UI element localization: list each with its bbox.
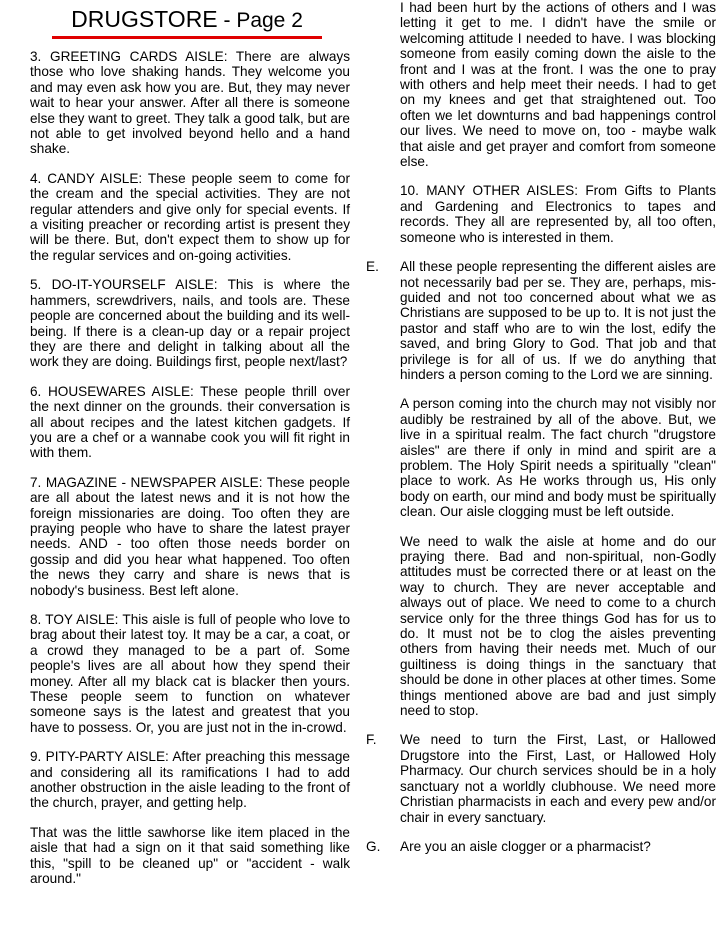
paragraph-hurt: I had been hurt by the actions of others and I was letting it get to me. I didn't have the smile or welcoming attitude I needed to have. I was blocking someone from easily coming down the aisle to the front and I was at the front. I was the one to pray with others and help meet their needs. I had to get on my knees and get that straightened out. Too often we let downturns and bad happenings control our lives. We need to move on, too - maybe walk that aisle and get prayer and comfort from someone else. [400, 0, 716, 170]
section-paragraph: A person coming into the church may not visibly nor audibly be restrained by all of the above. But, we live in a spiritual realm. The fact church "drugstore aisles" are there if only in mind and spirit are a problem. The Holy Spirit needs a spiritually "clean" place to work. As He works through us, His only body on earth, our mind and body must be spiritually clean. Our aisle clogging must be left outside. [400, 396, 716, 520]
section-e [366, 259, 716, 718]
paragraph-magazine-newspaper: 7. MAGAZINE - NEWSPAPER AISLE: These people are all about the latest news and it is not how the foreign missionaries are doing. Too often they are praying people who have to share the latest prayer needs. AND - too often those needs border on gossip and did you hear what happened. Too often the news they carry and share is news that is nobody's business. Best left alone. [30, 474, 350, 598]
page-title [52, 6, 322, 39]
section-paragraph: All these people representing the different aisles are not necessarily bad per se. They are, perhaps, mis-guided and not too concerned about what we as Christians are supposed to be up to. It is not just the pastor and staff who are to win the lost, edify the saved, and bring Glory to God. That job and that privilege is for all of us. If we do anything that hinders a person coming to the Lord we are sinning. [400, 259, 716, 382]
title-subtitle: - Page 2 [217, 9, 303, 32]
section-paragraph: We need to walk the aisle at home and do our praying there. Bad and non-spiritual, non-Godly attitudes must be corrected there or at least on the way to church. They are never acceptable and always out of place. We need to come to a church service only for the three things God has for us to do. It must not be to clog the aisles preventing others from having their needs met. Much of our guiltiness is doing things in the sanctuary that should be done in other places at other times. Some things mentioned above are bad and just simply need to stop. [400, 533, 716, 719]
paragraph-many-other-aisles: 10. MANY OTHER AISLES: From Gifts to Plants and Gardening and Electronics to tapes and records. They all are represented by, all too often, someone who is interested in them. [400, 183, 716, 245]
paragraph-housewares: 6. HOUSEWARES AISLE: These people thrill over the next dinner on the grounds. their conversation is all about recipes and the latest kitchen gadgets. If you are a chef or a wannabe cook you will fit right in with them. [30, 383, 350, 461]
paragraph-do-it-yourself: 5. DO-IT-YOURSELF AISLE: This is where the hammers, screwdrivers, nails, and tools are. These people are concerned about the building and its well-being. If there is a clean-up day or a repair project they are there and delight in talking about all the work they are doing. Buildings first, people next/last? [30, 277, 350, 370]
section-g [366, 839, 716, 854]
paragraph-greeting-cards: 3. GREETING CARDS AISLE: There are always those who love shaking hands. They welcome you and may even ask how you are. But, they may never wait to hear your answer. After all there is someone else they want to greet. They talk a good talk, but are not able to get involved beyond hello and a hand shake. [30, 49, 350, 157]
paragraph-candy: 4. CANDY AISLE: These people seem to come for the cream and the special activities. They are not regular attenders and give only for special events. If a visiting preacher or recording artist is present they will be there. But, don't expect them to show up for the regular services and on-going activities. [30, 170, 350, 263]
right-intro [400, 0, 716, 245]
title-main: DRUGSTORE [71, 6, 218, 32]
section-label: E. [366, 259, 379, 275]
section-paragraph: We need to turn the First, Last, or Hallowed Drugstore into the First, Last, or Hallowed Holy Pharmacy. Our church services should be in a holy sanctuary not a worldly clubhouse. We need more Christian pharmacists in each and every pew and/or chair in every sanctuary. [400, 732, 716, 825]
section-label: F. [366, 732, 377, 748]
section-f [366, 732, 716, 824]
paragraph-toy: 8. TOY AISLE: This aisle is full of people who love to brag about their latest toy. It may be a car, a coat, or a crowd they managed to be a part of. Some people's lives are all about how they spend their money. After all my black cat is blacker then yours. These people seem to function on whatever someone says is the latest and greatest that you have to possess. Or, you are just not in the in-crowd. [30, 612, 350, 735]
paragraph-sawhorse: That was the little sawhorse like item placed in the aisle that had a sign on it that said something like this, "spill to be cleaned up" or "accident - walk around." [30, 824, 350, 887]
left-column [30, 6, 350, 901]
section-paragraph: Are you an aisle clogger or a pharmacist? [400, 838, 651, 854]
paragraph-pity-party: 9. PITY-PARTY AISLE: After preaching this message and considering all its ramifications I had to add another obstruction in the aisle leading to the front of the church, prayer, and getting help. [30, 749, 350, 811]
section-label: G. [366, 838, 381, 854]
right-column [366, 0, 716, 868]
